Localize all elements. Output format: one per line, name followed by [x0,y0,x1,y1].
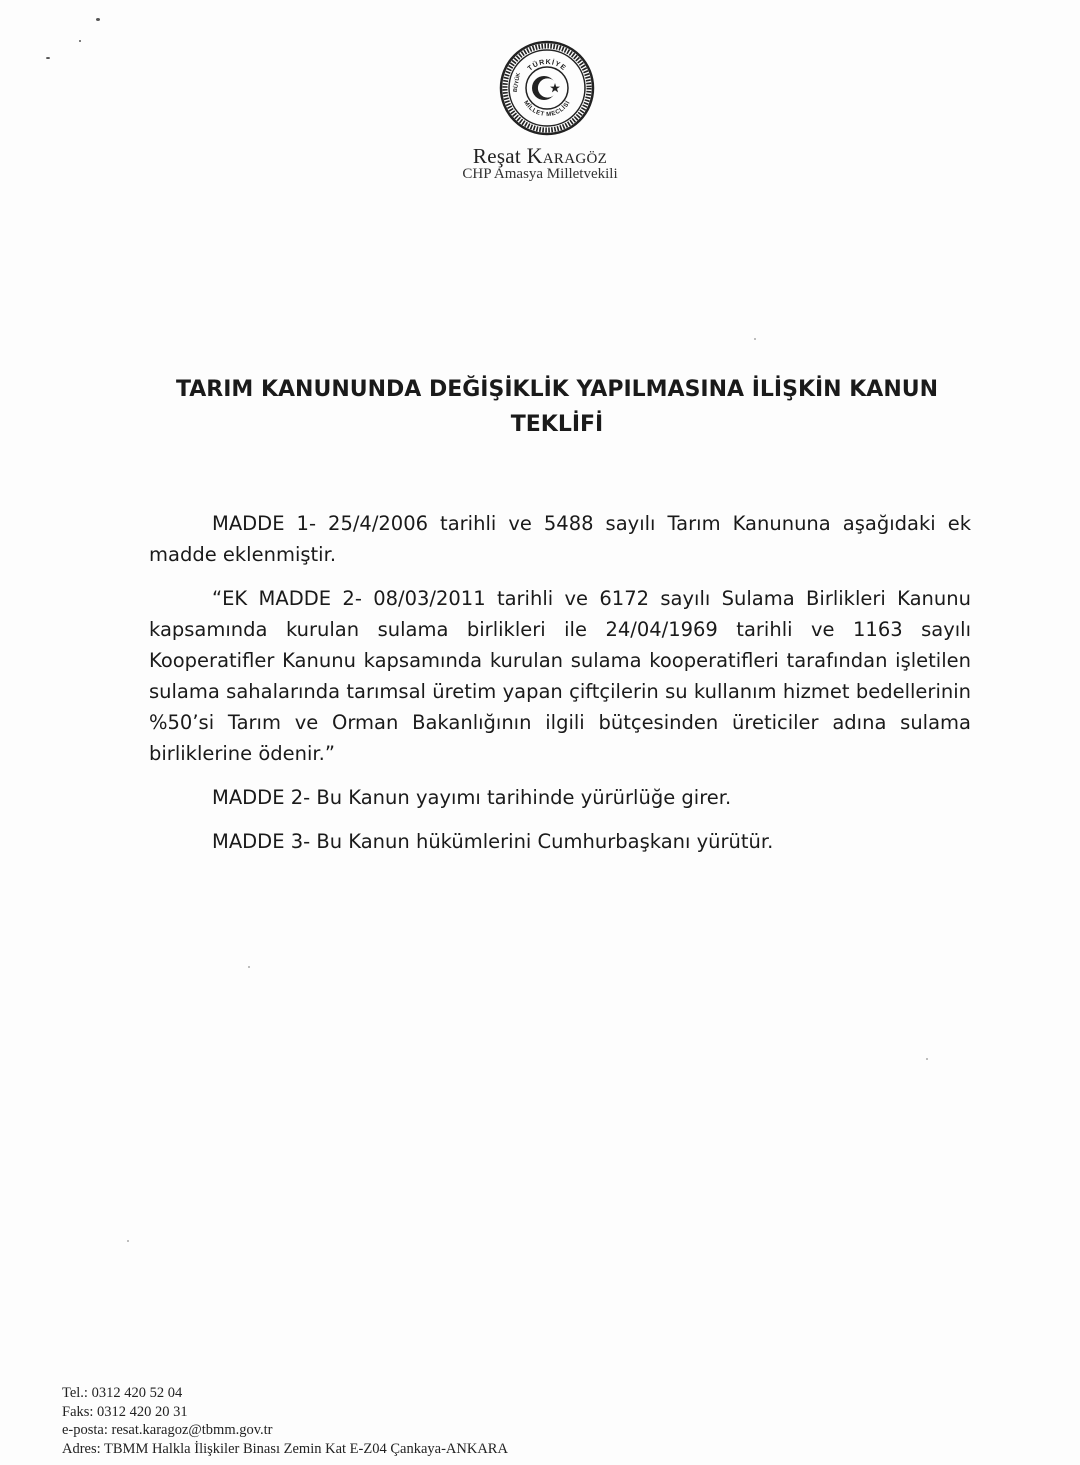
additional-article-paragraph: “EK MADDE 2- 08/03/2011 tarihli ve 6172 sayılı Sulama Birlikleri Kanunu kapsamında kurulan sulama birlikleri ile 24/04/1969 tarihli ve 1163 sayılı Kooperatifler Kanunu kapsamında kurulan sulama kooperatifleri tarafından işletilen sulama sahalarında tarımsal üretim yapan çiftçilerin su kullanım hizmet bedellerinin %50’si Tarım ve Orman Bakanlığının ilgili bütçesinden üreticiler adına sulama birliklerine ödenir.” [149,587,971,765]
footer-fax: Faks: 0312 420 20 31 [62,1403,188,1420]
seal-top-text: TÜRKİYE [526,58,568,73]
footer-email: e-posta: resat.karagoz@tbmm.gov.tr [62,1422,273,1438]
deputy-last-name: Karagöz [526,143,608,168]
scan-speck [96,18,100,21]
article-2-paragraph: MADDE 2- Bu Kanun yayımı tarihinde yürürlüğe girer. [212,786,732,809]
scan-speck [79,40,81,42]
scan-speck [248,966,250,968]
seal-left-text: BÜYÜK [512,72,522,93]
document-title-line2: TEKLİFİ [510,412,604,437]
deputy-role: CHP Amasya Milletvekili [462,166,618,182]
scan-speck [754,338,756,340]
scan-speck [127,1240,129,1242]
scan-speck [926,1058,928,1060]
footer-tel: Tel.: 0312 420 52 04 [62,1385,183,1401]
contact-footer [62,1384,508,1458]
scan-speck [46,57,50,59]
tbmm-seal-icon [499,40,595,136]
article-1-paragraph: MADDE 1- 25/4/2006 tarihli ve 5488 sayılı Tarım Kanununa aşağıdaki ek madde eklenmiştir. [149,512,971,566]
article-3-paragraph: MADDE 3- Bu Kanun hükümlerini Cumhurbaşkanı yürütür. [212,830,774,853]
document-title [150,372,964,442]
deputy-first-name: Reşat [472,144,522,168]
footer-address: Adres: TBMM Halkla İlişkiler Binası Zemin Kat E-Z04 Çankaya-ANKARA [62,1440,508,1457]
document-body [149,508,971,870]
svg-text:TÜRKİYE [527,59,568,73]
document-title-line1: TARIM KANUNUNDA DEĞİŞİKLİK YAPILMASINA İLİŞKİN KANUN [175,377,939,402]
seal-bottom-text: MİLLET MECLİSİ [522,99,572,119]
